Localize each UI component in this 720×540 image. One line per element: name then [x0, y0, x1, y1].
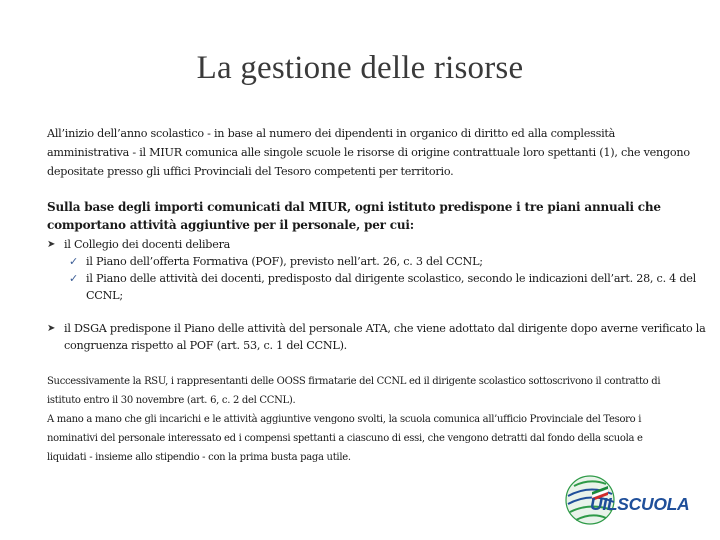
- page-title: La gestione delle risorse: [196, 50, 524, 86]
- checkmark-icon: ✓: [69, 255, 78, 268]
- subbullet-text: il Piano dell’offerta Formativa (POF), previsto nell’art. 26, c. 3 del CCNL;: [86, 255, 483, 268]
- arrow-bullet-icon: ➤: [47, 323, 56, 334]
- bullet-collegio: [47, 236, 707, 304]
- bullet-row: [47, 320, 707, 354]
- subbullet-row: [64, 253, 707, 270]
- closing-line: A mano a mano che gli incarichi e le attività aggiuntive vengono svolti, la scuola comunica all’ufficio Provinciale del Tesoro i nominativi del personale interessato ed i compensi spettanti a ciascuno di essi, che vengono detratti dal fondo della scuola e liquidati - insieme allo stipendio - con la prima busta paga utile.: [47, 414, 643, 463]
- subbullet-row: [64, 270, 707, 304]
- intro-paragraph: All’inizio dell’anno scolastico - in base al numero dei dipendenti in organico di diritto ed alla complessità amministrativa - il MIUR comunica alle singole scuole le risorse di origine contrattuale loro spettanti (1), che vengono depositate presso gli uffici Provinciali del Tesoro competenti per territorio.: [47, 127, 690, 178]
- closing-paragraph: [47, 372, 677, 467]
- logo-text: UILSCUOLA: [590, 494, 690, 514]
- bullet-text: il Collegio dei docenti delibera: [64, 238, 231, 251]
- bold-paragraph: Sulla base degli importi comunicati dal MIUR, ogni istituto predispone i tre piani annuali che comportano attività aggiuntive per il personale, per cui:: [47, 200, 661, 232]
- bullet-text: il DSGA predispone il Piano delle attività del personale ATA, che viene adottato dal dirigente dopo averne verificato la congruenza rispetto al POF (art. 53, c. 1 del CCNL).: [64, 322, 706, 352]
- subbullet-text: il Piano delle attività dei docenti, predisposto dal dirigente scolastico, secondo le indicazioni dell’art. 28, c. 4 del CCNL;: [86, 272, 696, 302]
- checkmark-icon: ✓: [69, 272, 78, 285]
- closing-line: Successivamente la RSU, i rappresentanti delle OOSS firmatarie del CCNL ed il dirigente scolastico sottoscrivono il contratto di istituto entro il 30 novembre (art. 6, c. 2 del CCNL).: [47, 376, 661, 406]
- arrow-bullet-icon: ➤: [47, 239, 56, 250]
- bullet-dsga: [47, 320, 707, 354]
- bullet-row: [47, 236, 707, 253]
